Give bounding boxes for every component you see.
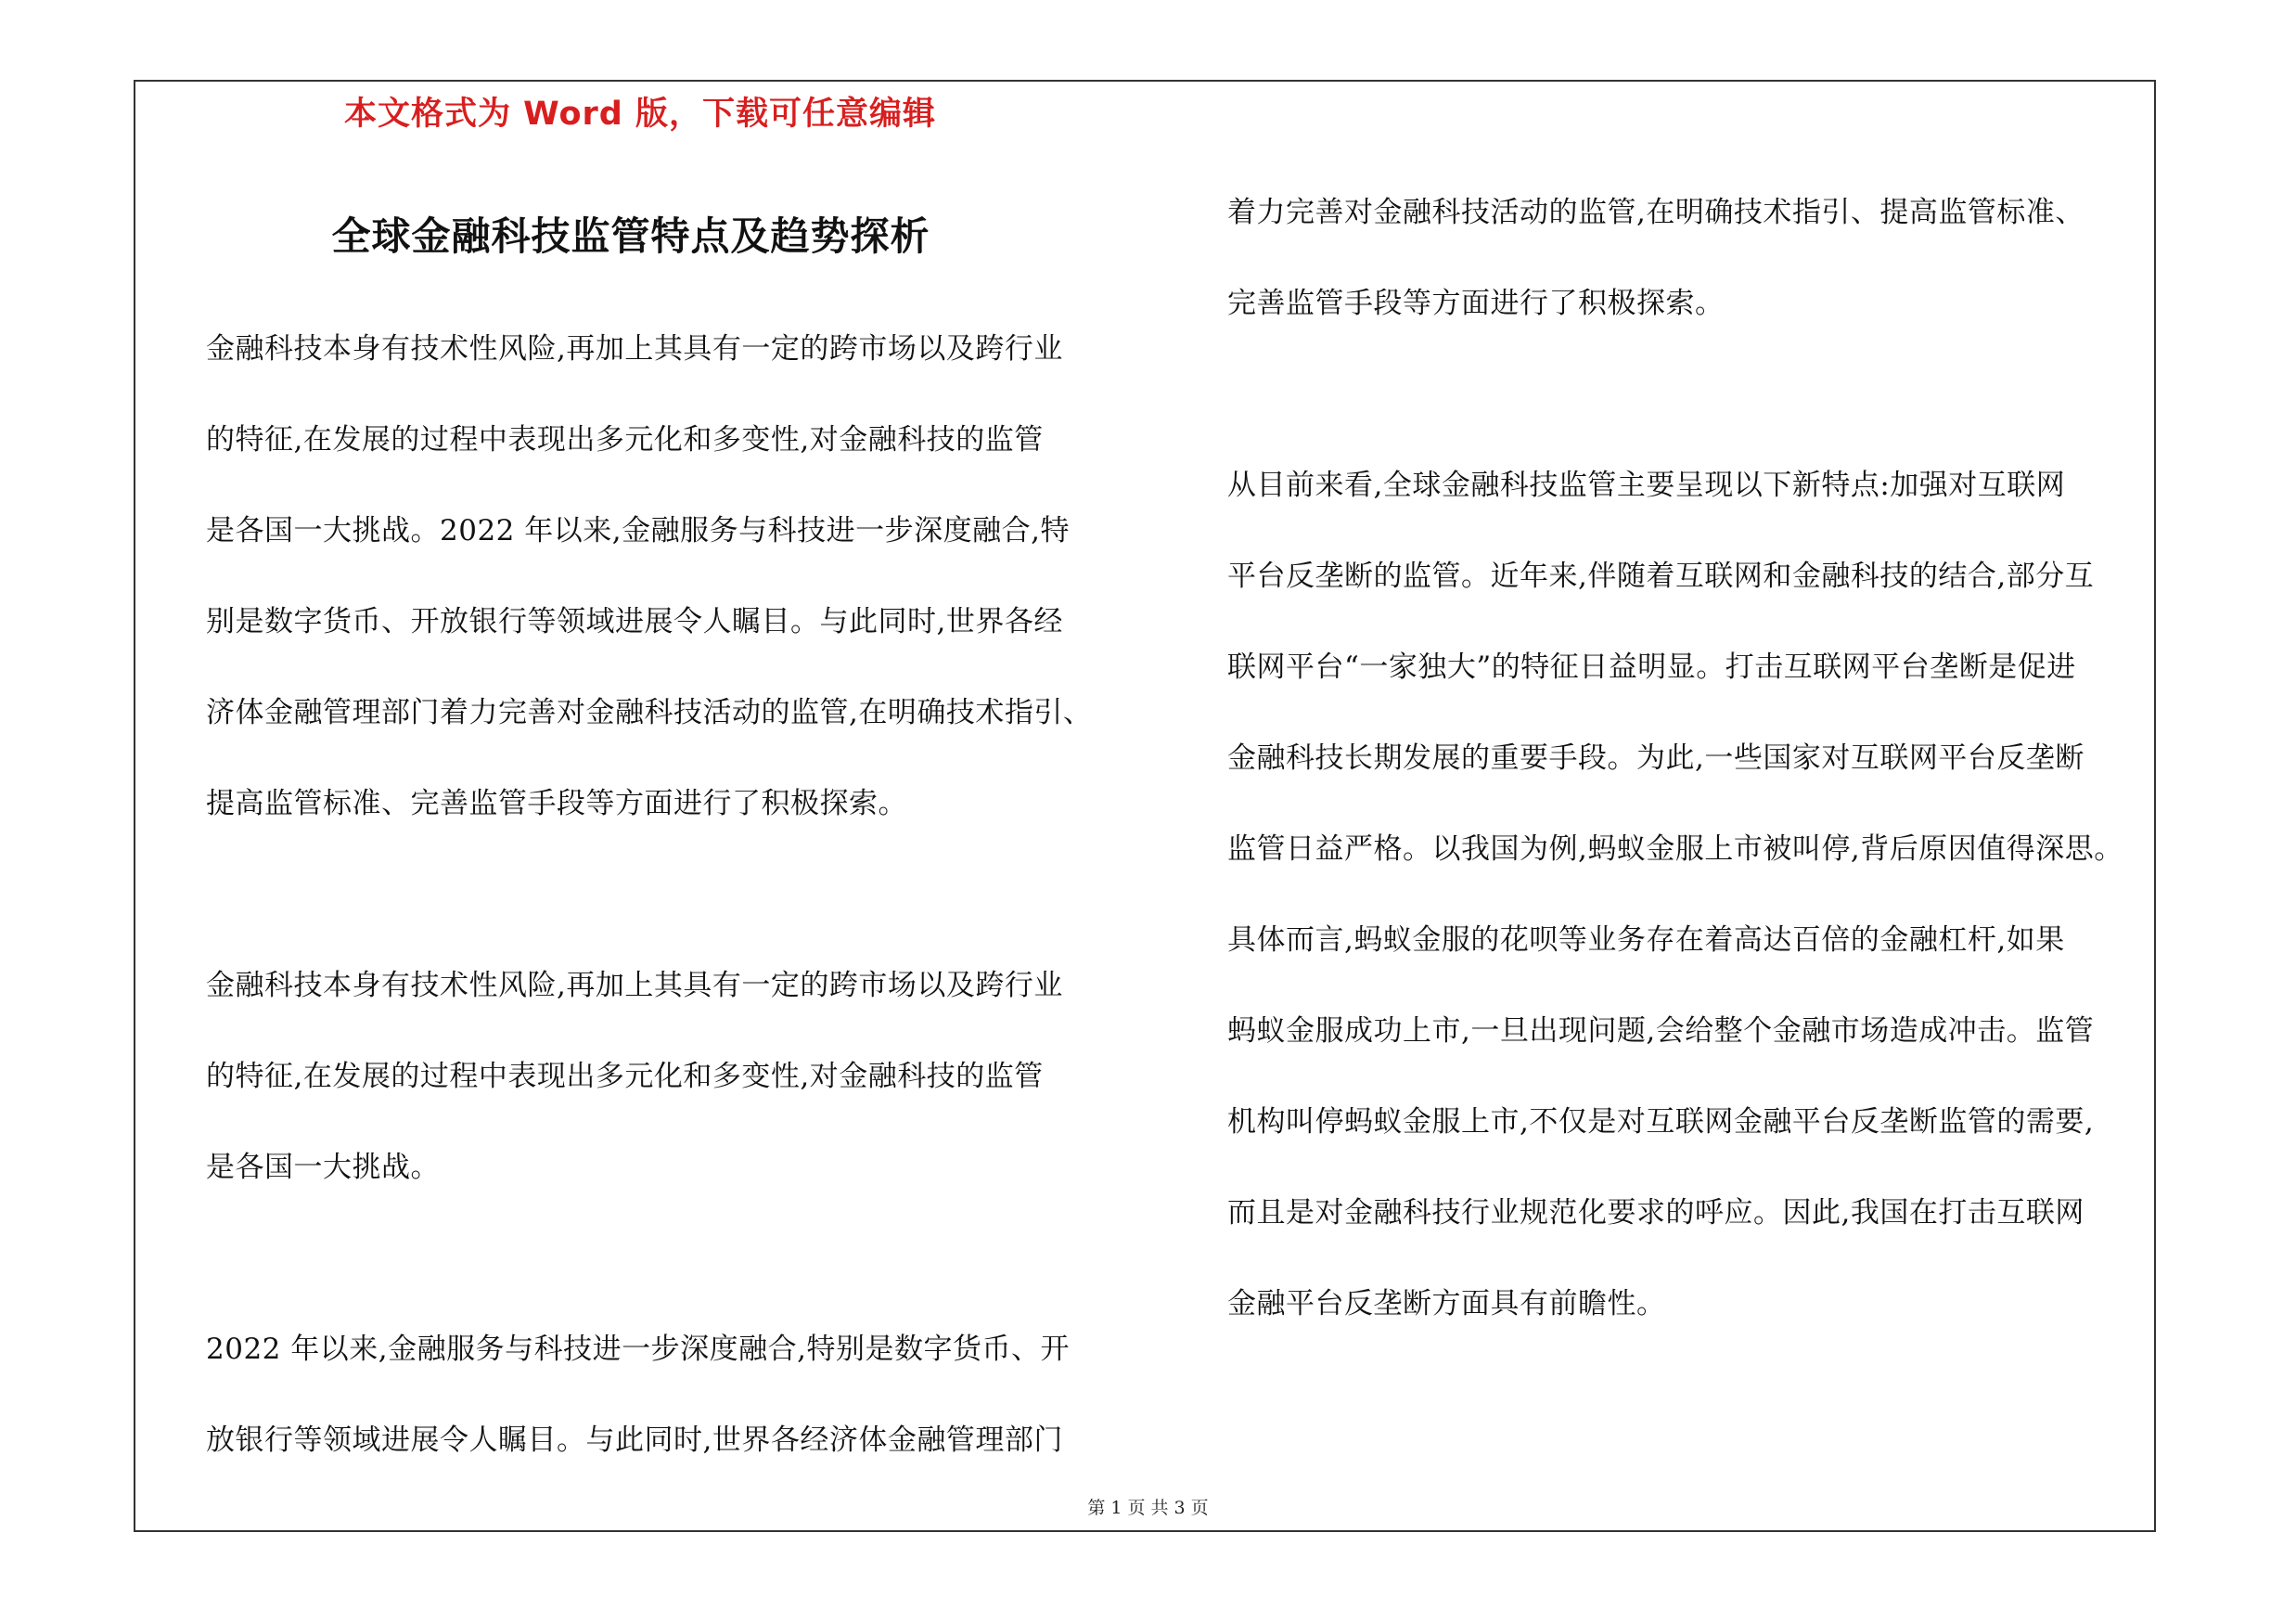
page-number-footer: 第 1 页 共 3 页 xyxy=(1087,1498,1209,1518)
paragraph: 2022 年以来,金融服务与科技进一步深度融合,特别是数字货币、开 放银行等领域进展令人瞩目。与此同时,世界各经济体金融管理部门 xyxy=(206,1333,1070,1457)
right-column xyxy=(1227,167,2160,1349)
left-column xyxy=(206,303,1166,1486)
paragraph: 金融科技本身有技术性风险,再加上其具有一定的跨市场以及跨行业 的特征,在发展的过程中表现出多元化和多变性,对金融科技的监管 是各国一大挑战。 xyxy=(206,969,1063,1184)
document-title: 全球金融科技监管特点及趋势探析 xyxy=(331,213,930,259)
paragraph: 着力完善对金融科技活动的监管,在明确技术指引、提高监管标准、 完善监管手段等方面进行了积极探索。 xyxy=(1227,196,2084,320)
paragraph: 从目前来看,全球金融科技监管主要呈现以下新特点:加强对互联网 平台反垄断的监管。近年来,伴随着互联网和金融科技的结合,部分互 联网平台“一家独大”的特征日益明显。打击互联网平台垄断是促进 金融科技长期发展的重要手段。为此,一些国家对互联网平台反垄断 监管日益严格。以我国为例,蚂蚁金服上市被叫停,背后原因值得深思。 具体而言,蚂蚁金服的花呗等业务存在着高达百倍的金融杠杆,如果 蚂蚁金服成功上市,一旦出现问题,会给整个金融市场造成冲击。监管 机构叫停蚂蚁金服上市,不仅是对互联网金融平台反垄断监管的需要, 而且是对金融科技行业规范化要求的呼应。因此,我国在打击互联网 金融平台反垄断方面具有前瞻性。 xyxy=(1227,469,2123,1320)
format-banner: 本文格式为 Word 版，下载可任意编辑 xyxy=(343,96,937,133)
paragraph: 金融科技本身有技术性风险,再加上其具有一定的跨市场以及跨行业 的特征,在发展的过程中表现出多元化和多变性,对金融科技的监管 是各国一大挑战。2022 年以来,金融服务与科技进一步深度融合,特 别是数字货币、开放银行等领域进展令人瞩目。与此同时,世界各经 济体金融管理部门着力完善对金融科技活动的监管,在明确技术指引、 提高监管标准、完善监管手段等方面进行了积极探索。 xyxy=(206,332,1093,820)
